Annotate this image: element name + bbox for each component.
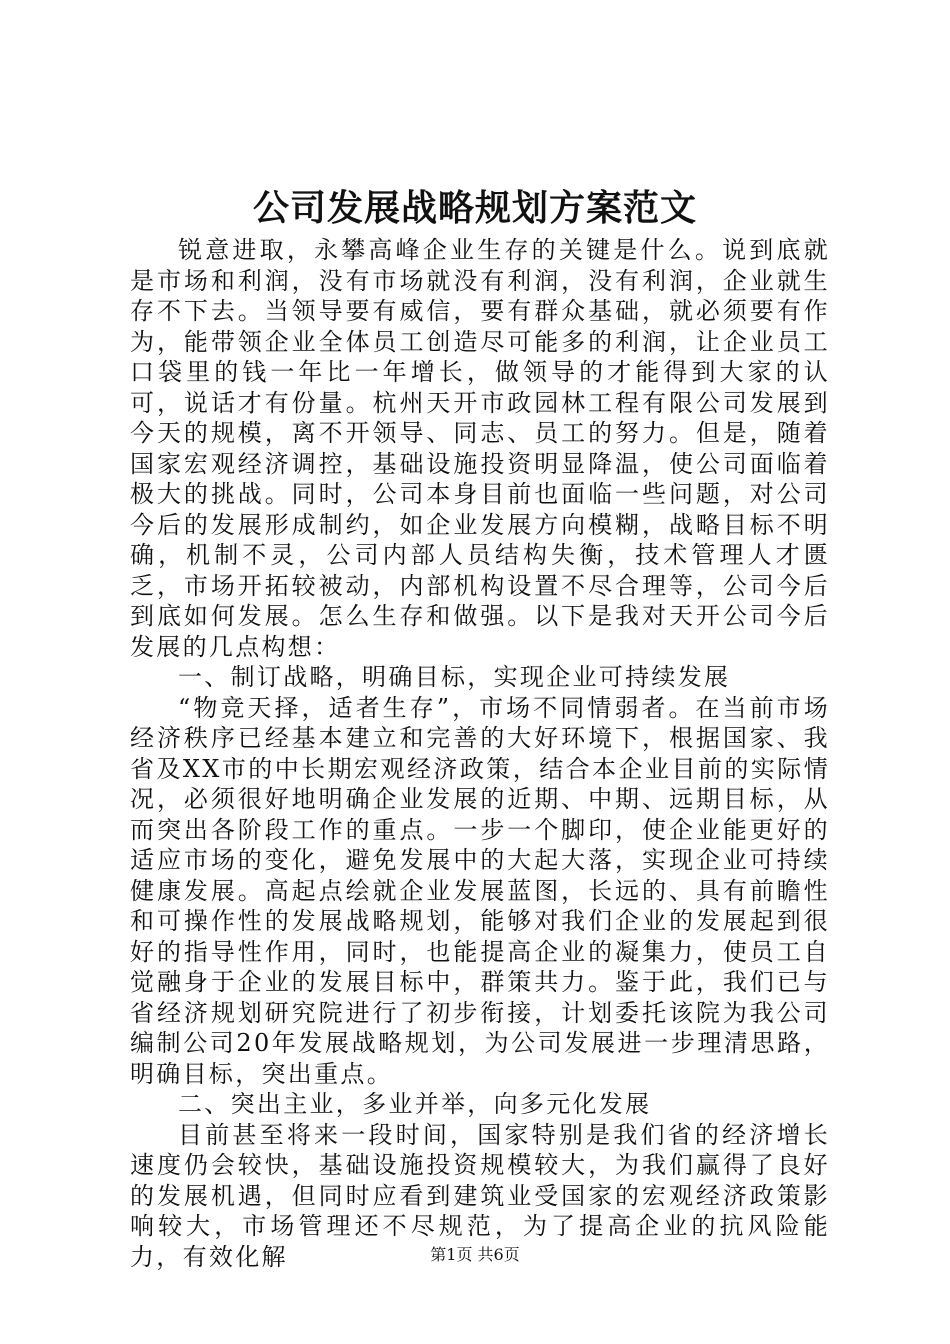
paragraph-section-1: “物竞天择，适者生存”，市场不同情弱者。在当前市场经济秩序已经基本建立和完善的大好环境下，根据国家、我省及XX市的中长期宏观经济政策，结合本企业目前的实际情况，必须很好地明确企业发展的近期、中期、远期目标，从而突出各阶段工作的重点。一步一个脚印，使企业能更好的适应市场的变化，避免发展中的大起大落，实现企业可持续健康发展。高起点绘就企业发展蓝图，长远的、具有前瞻性和可操作性的发展战略规划，能够对我们企业的发展起到很好的指导性作用，同时，也能提高企业的凝集力，使员工自觉融身于企业的发展目标中，群策共力。鉴于此，我们已与省经济规划研究院进行了初步衔接，计划委托该院为我公司编制公司20年发展战略规划，为公司发展进一步理清思路，明确目标，突出重点。: [130, 693, 830, 1088]
document-body: [130, 235, 830, 1272]
paragraph-section-2: 目前甚至将来一段时间，国家特别是我们省的经济增长速度仍会较快，基础设施投资规模较大，为我们赢得了良好的发展机遇，但同时应看到建筑业受国家的宏观经济政策影响较大，市场管理还不尽规范，为了提高企业的抗风险能力，有效化解: [130, 1120, 830, 1271]
document-title: 公司发展战略规划方案范文: [252, 187, 697, 229]
page-number-footer: 第1页 共6页: [430, 1245, 520, 1264]
section-heading-1: 一、制订战略，明确目标，实现企业可持续发展: [178, 663, 731, 691]
paragraph-intro: 锐意进取，永攀高峰企业生存的关键是什么。说到底就是市场和利润，没有市场就没有利润，没有利润，企业就生存不下去。当领导要有威信，要有群众基础，就必须要有作为，能带领企业全体员工创造尽可能多的利润，让企业员工口袋里的钱一年比一年增长，做领导的才能得到大家的认可，说话才有份量。杭州天开市政园林工程有限公司发展到今天的规模，离不开领导、同志、员工的努力。但是，随着国家宏观经济调控，基础设施投资明显降温，使公司面临着极大的挑战。同时，公司本身目前也面临一些问题，对公司今后的发展形成制约，如企业发展方向模糊，战略目标不明确，机制不灵，公司内部人员结构失衡，技术管理人才匮乏，市场开拓较被动，内部机构设置不尽合理等，公司今后到底如何发展。怎么生存和做强。以下是我对天开公司今后发展的几点构想：: [130, 236, 830, 661]
section-heading-2: 二、突出主业，多业并举，向多元化发展: [178, 1090, 652, 1118]
